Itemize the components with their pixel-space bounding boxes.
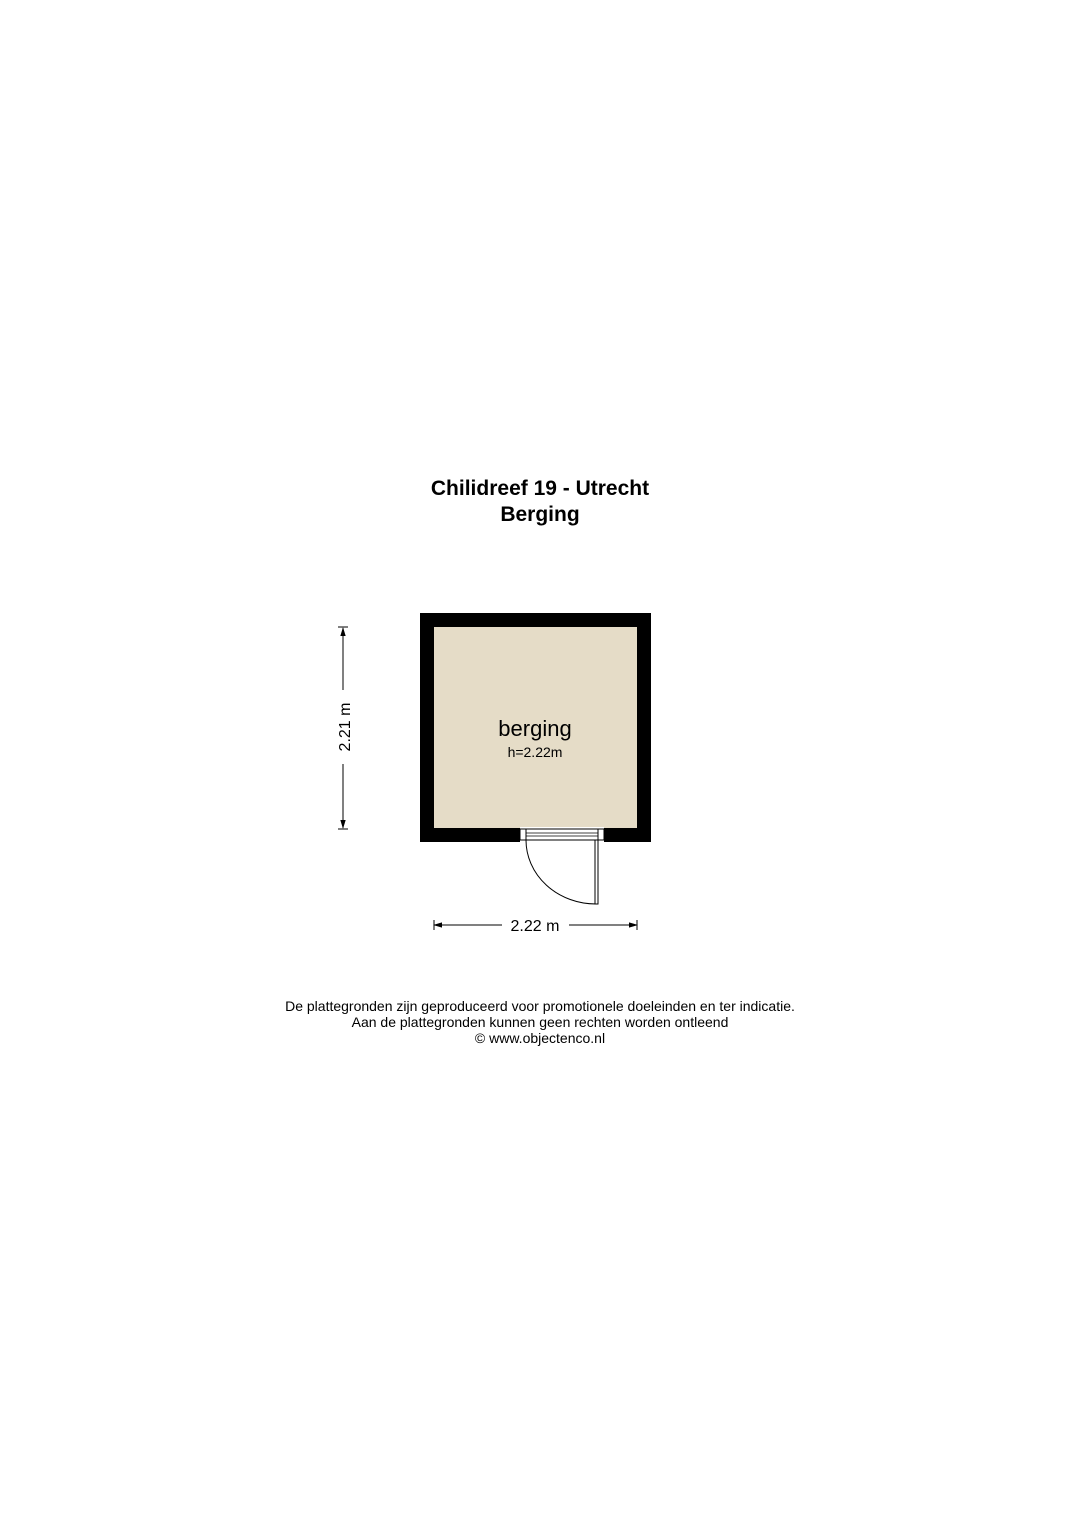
- horizontal-dimension: [434, 918, 637, 935]
- plan-subtitle: Berging: [500, 503, 580, 526]
- door-jamb-right: [598, 829, 604, 840]
- door-leaf: [595, 840, 598, 904]
- door-frame: [520, 829, 604, 840]
- disclaimer-line-1: De plattegronden zijn geproduceerd voor promotionele doeleinden en ter indicatie.: [285, 998, 795, 1014]
- door-swing-arc: [526, 840, 596, 904]
- dimension-label-horizontal: 2.22 m: [510, 918, 560, 935]
- room-name: berging: [498, 716, 572, 741]
- copyright-line: © www.objectenco.nl: [474, 1030, 606, 1046]
- vertical-dimension: [337, 627, 354, 829]
- disclaimer-line-2: Aan de plattegronden kunnen geen rechten worden ontleend: [351, 1014, 729, 1030]
- dimension-label-vertical: 2.21 m: [337, 702, 354, 752]
- door-jamb-left: [520, 829, 526, 840]
- room-height: h=2.22m: [507, 744, 563, 760]
- plan-title: Chilidreef 19 - Utrecht: [430, 477, 650, 500]
- door: [520, 829, 604, 904]
